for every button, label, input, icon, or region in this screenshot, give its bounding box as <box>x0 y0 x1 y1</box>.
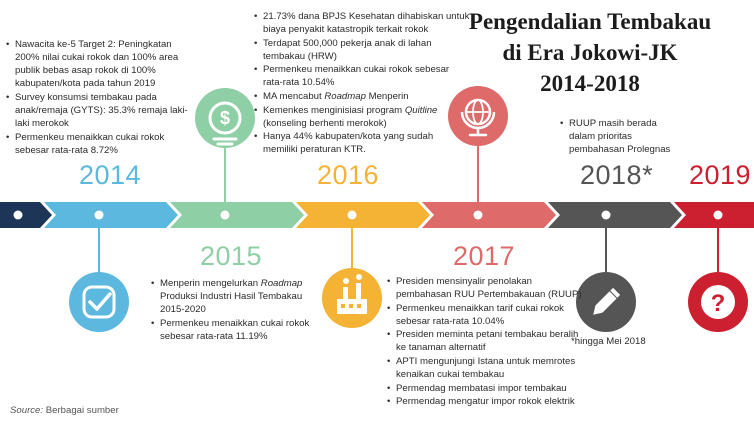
note-2016-item: • MA mencabut Roadmap Menperin <box>254 90 470 103</box>
note-2016-item: • Hanya 44% kabupaten/kota yang sudah memiliki peraturan KTR. <box>254 130 470 156</box>
note-2017-item: • Presiden meminta petani tembakau beralih ke tanaman alternatif <box>387 328 583 354</box>
pencil-icon <box>576 272 636 332</box>
svg-text:?: ? <box>710 290 726 317</box>
note-2014-item: • Survey konsumsi tembakau pada anak/remaja (GYTS): 35.3% remaja laki-laki merokok <box>6 91 194 130</box>
svg-text:$: $ <box>219 108 231 128</box>
note-2014-item: • Nawacita ke-5 Target 2: Peningkatan 200% nilai cukai rokok dan 100% area publik bebas asap rokok di 100% kabupaten/kota pada tahun 2019 <box>6 38 194 90</box>
source-credit <box>10 405 119 416</box>
source-label: Source: <box>10 405 44 416</box>
source-text: Berbagai sumber <box>43 405 119 416</box>
year-label-2017: 2017 <box>453 241 516 271</box>
note-2016-item: • 21.73% dana BPJS Kesehatan dihabiskan untuk biaya penyakit katastropik terkait rokok <box>254 10 470 36</box>
timeline-segment-2014 <box>44 202 178 228</box>
notes-2017 <box>387 275 583 409</box>
year-label-2016: 2016 <box>317 160 380 190</box>
year-label-2015: 2015 <box>200 241 263 271</box>
note-2015-item: • Menperin mengelurkan Roadmap Produksi Industri Hasil Tembakau 2015-2020 <box>151 277 311 316</box>
milestone-dot-2019 <box>714 211 723 220</box>
note-2015-item: • Permenkeu menaikkan cukai rokok sebesar rata-rata 11.19% <box>151 317 311 343</box>
milestone-dot-2015 <box>221 211 230 220</box>
title-line-1: Pengendalian Tembakau <box>468 9 712 34</box>
timeline-segment-2016 <box>296 202 430 228</box>
year-label-2014: 2014 <box>79 160 142 190</box>
note-2017-item: • Permendag membatasi impor tembakau <box>387 382 583 395</box>
notes-2014 <box>6 38 194 157</box>
notes-2018 <box>560 117 676 157</box>
timeline-segment-2015 <box>170 202 304 228</box>
note-2017-item: • Presiden mensinyalir penolakan pembahasan RUU Pertembakauan (RUUP) <box>387 275 583 301</box>
milestone-dot-start <box>14 211 23 220</box>
note-2017-item: • APTI mengunjungi Istana untuk memrotes kenaikan cukai tembakau <box>387 355 583 381</box>
note-2018-item: • RUUP masih berada dalam prioritas pembahasan Prolegnas <box>560 117 676 156</box>
note-2017-item: • Permendag mengatur impor rokok elektrik <box>387 395 583 408</box>
note-2017-item: • Permenkeu menaikkan tarif cukai rokok sebesar rata-rata 10.04% <box>387 302 583 328</box>
note-2014-item: • Permenkeu menaikkan cukai rokok sebesar rata-rata 8.72% <box>6 131 194 157</box>
milestone-dot-2016 <box>348 211 357 220</box>
title-line-3: 2014-2018 <box>540 71 640 96</box>
note-2016-item: • Permenkeu menaikkan cukai rokok sebesar rata-rata 10.54% <box>254 63 470 89</box>
year-label-2018: 2018* <box>580 160 654 190</box>
note-2016-item: • Terdapat 500,000 pekerja anak di lahan tembakau (HRW) <box>254 37 470 63</box>
timeline-segment-start <box>0 202 52 228</box>
milestone-dot-2018 <box>602 211 611 220</box>
timeline-segment-2018 <box>548 202 682 228</box>
checkmark-icon <box>69 272 129 332</box>
factory-icon <box>322 268 382 328</box>
title-line-2: di Era Jokowi-JK <box>502 40 678 65</box>
dollar-icon <box>195 88 255 148</box>
note-2016-item: • Kemenkes menginisiasi program Quitline (konseling berhenti merokok) <box>254 104 470 130</box>
question-icon <box>688 272 748 332</box>
timeline-segment-2017 <box>422 202 556 228</box>
footnote-2018: *hingga Mei 2018 <box>571 336 646 347</box>
year-label-2019: 2019 <box>689 160 752 190</box>
milestone-dot-2017 <box>474 211 483 220</box>
milestone-dot-2014 <box>95 211 104 220</box>
notes-2016 <box>254 10 470 157</box>
notes-2015 <box>151 277 311 343</box>
